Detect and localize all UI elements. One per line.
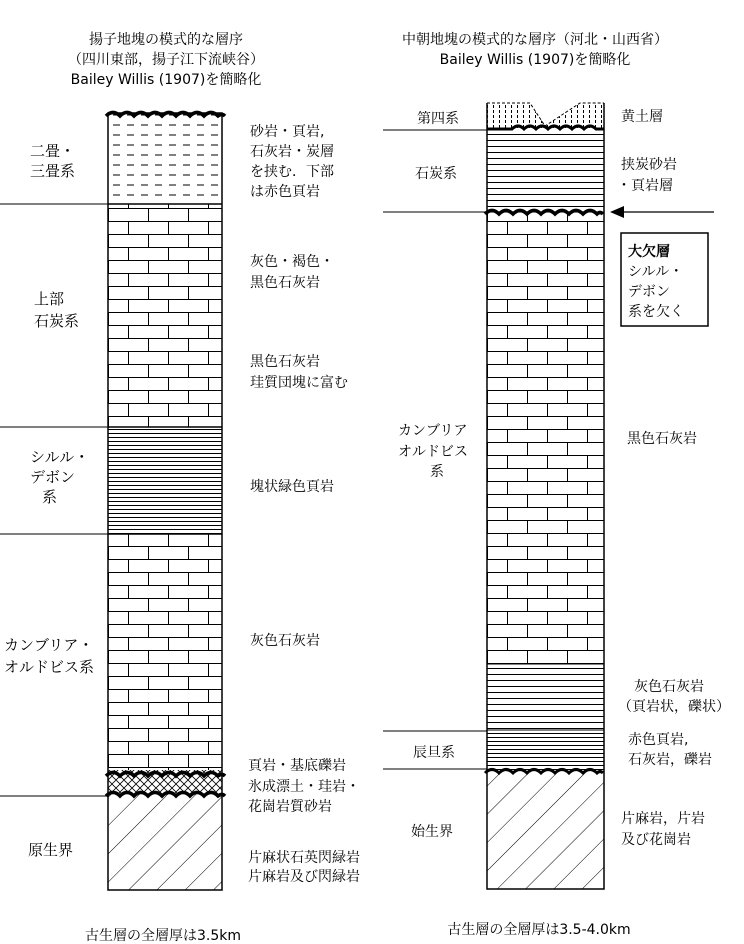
right-layer-carboniferous — [487, 130, 604, 212]
system-label: 原生界 — [28, 841, 74, 859]
lithology-description: 黒色石灰岩 — [250, 354, 320, 370]
right-title-line: 中朝地塊の模式的な層序（河北・山西省） — [402, 32, 668, 48]
left-title — [68, 31, 264, 88]
lithology-description: 灰色石灰岩 — [250, 633, 320, 649]
system-label: カンブリア — [398, 423, 468, 439]
right-total-thickness: 古生層の全層厚は3.5-4.0km — [447, 922, 631, 938]
lithology-description: （頁岩状，礫状） — [618, 699, 730, 715]
system-label: 石炭系 — [34, 312, 80, 330]
system-label: 第四系 — [417, 111, 459, 127]
lithology-description: 頁岩・基底礫岩 — [248, 758, 346, 774]
left-title-line: 揚子地塊の模式的な層序 — [89, 32, 243, 48]
left-layer-upper-carboniferous — [108, 204, 222, 427]
lithology-description: 黒色石灰岩 — [627, 431, 697, 447]
lithology-description: ・頁岩層 — [617, 178, 673, 194]
lithology-description: 花崗岩質砂岩 — [248, 799, 332, 815]
lithology-description: 黒色石灰岩 — [250, 275, 320, 291]
system-label: 辰旦系 — [413, 745, 455, 761]
left-layer-cambrian-ordovician — [108, 534, 222, 770]
left-title-line: Bailey Willis (1907)を簡略化 — [70, 72, 262, 88]
lithology-description: を挟む．下部 — [250, 164, 334, 180]
lithology-description: 灰色石灰岩 — [634, 679, 704, 695]
right-layer-cambrian-ordovician — [487, 212, 604, 664]
right-layer-archean — [487, 770, 604, 889]
system-label: オルドビス系 — [4, 658, 95, 676]
lithology-description: 灰色・褐色・ — [250, 254, 334, 270]
left-layer-proterozoic — [108, 794, 222, 890]
system-label: 系 — [430, 464, 444, 480]
unconformity-note-line: 系を欠く — [628, 304, 684, 320]
system-label: シルル・ — [30, 448, 90, 466]
left-layer-permian-triassic — [108, 113, 222, 204]
unconformity-note-line: デボン — [628, 284, 670, 300]
left-column — [106, 113, 225, 891]
unconformity-note-title: 大欠層 — [628, 244, 670, 260]
system-label: 二畳・ — [30, 142, 76, 160]
system-label: デボン — [30, 468, 76, 486]
system-label: カンブリア・ — [4, 636, 94, 654]
right-column — [485, 103, 604, 889]
right-title — [402, 31, 668, 68]
right-layer-gray-limestone-shaly — [487, 664, 604, 730]
right-descriptions — [617, 108, 730, 848]
system-label: 石炭系 — [415, 166, 457, 182]
left-layer-silurian-devonian — [108, 427, 222, 534]
lithology-description: 石灰岩，礫岩 — [628, 752, 712, 768]
lithology-description: 黄土層 — [621, 109, 663, 125]
lithology-description: 赤色頁岩, — [628, 732, 689, 748]
lithology-description: 及び花崗岩 — [621, 832, 691, 848]
lithology-description: 石灰岩・炭層 — [250, 144, 334, 160]
right-title-line: Bailey Willis (1907)を簡略化 — [439, 52, 631, 68]
right-layer-sinian — [487, 730, 604, 770]
lithology-description: 片麻状石英閃緑岩 — [248, 850, 360, 866]
lithology-description: 氷成漂土・珪岩・ — [248, 779, 360, 795]
lithology-description: 砂岩・頁岩, — [250, 124, 325, 140]
lithology-description: は赤色頁岩 — [250, 184, 320, 200]
unconformity-arrow — [610, 206, 714, 218]
system-label: 三畳系 — [30, 162, 76, 180]
left-title-line: （四川東部，揚子江下流峡谷） — [68, 52, 264, 68]
unconformity-note-line: シルル・ — [628, 264, 684, 280]
system-label: 始生界 — [411, 824, 453, 840]
left-total-thickness: 古生層の全層厚は3.5km — [84, 928, 242, 944]
system-label: オルドビス — [398, 444, 468, 460]
lithology-description: 片麻岩及び閃緑岩 — [248, 869, 360, 885]
left-system-labels — [4, 142, 94, 859]
lithology-description: 塊状緑色頁岩 — [250, 479, 334, 495]
system-label: 系 — [42, 488, 58, 506]
unconformity-note-box — [621, 233, 708, 326]
lithology-description: 片麻岩，片岩 — [621, 811, 705, 827]
system-label: 上部 — [34, 290, 65, 308]
lithology-description: 珪質団塊に富む — [250, 375, 348, 391]
left-descriptions — [248, 123, 360, 885]
lithology-description: 挟炭砂岩 — [621, 157, 677, 173]
